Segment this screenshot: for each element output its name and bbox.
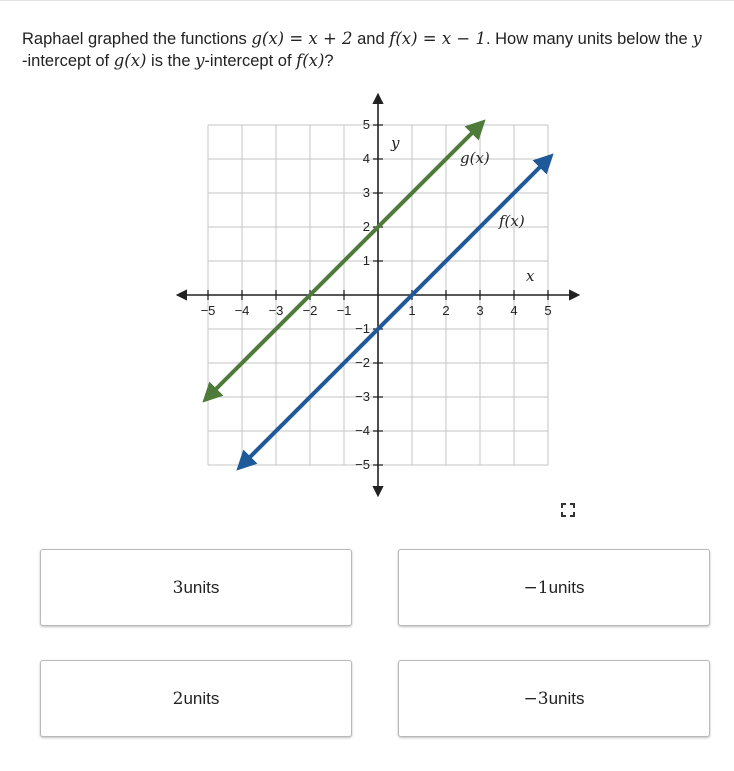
- g-of-x: g(x): [113, 51, 147, 70]
- x-tick-label: −3: [268, 303, 284, 318]
- question-part: ?: [324, 52, 334, 70]
- f-function-line: [242, 159, 548, 465]
- x-tick-label: 1: [408, 303, 416, 318]
- x-axis-label: x: [526, 267, 535, 285]
- x-tick-label: −2: [302, 303, 318, 318]
- choice-unit: units: [548, 577, 585, 597]
- x-tick-label: −4: [234, 303, 250, 318]
- x-tick-label: 2: [442, 303, 450, 318]
- question-part: is the: [146, 52, 196, 70]
- question-part: and: [352, 30, 390, 48]
- y-tick-label: −1: [355, 321, 370, 336]
- question-part: -intercept of: [22, 52, 114, 70]
- choice-value: −3: [523, 688, 549, 709]
- g-line-label: g(x): [460, 149, 490, 167]
- answer-choice-3-units[interactable]: [40, 549, 352, 626]
- choice-value: 3: [172, 577, 184, 598]
- y-variable: y: [692, 29, 702, 48]
- y-tick-label: 5: [362, 117, 370, 132]
- answer-choice-neg3-units[interactable]: [398, 660, 710, 737]
- y-axis-label: y: [391, 134, 400, 152]
- f-line-label: f(x): [499, 212, 525, 230]
- y-tick-label: −4: [355, 423, 370, 438]
- question-part: Raphael graphed the functions: [22, 30, 252, 48]
- x-tick-label: 5: [544, 303, 552, 318]
- choice-unit: units: [548, 688, 585, 708]
- x-tick-label: 3: [476, 303, 484, 318]
- y-tick-label: 4: [362, 151, 370, 166]
- g-definition: g(x) = x + 2: [251, 29, 353, 48]
- question-part: -intercept of: [204, 52, 297, 70]
- f-of-x: f(x): [296, 51, 325, 70]
- y-tick-label: 3: [362, 185, 370, 200]
- choice-value: 2: [172, 688, 184, 709]
- x-tick-label: −1: [336, 303, 352, 318]
- choice-unit: units: [183, 577, 220, 597]
- axes: [178, 95, 578, 495]
- f-definition: f(x) = x − 1: [389, 29, 486, 48]
- answer-choice-2-units[interactable]: [40, 660, 352, 737]
- question-part: . How many units below the: [485, 30, 693, 48]
- y-variable: y: [195, 51, 205, 70]
- choice-value: −1: [523, 577, 549, 598]
- y-tick-label: 2: [362, 219, 370, 234]
- y-tick-label: 1: [362, 253, 370, 268]
- y-tick-label: −5: [355, 457, 370, 472]
- choice-unit: units: [183, 688, 220, 708]
- answer-choice-neg1-units[interactable]: [398, 549, 710, 626]
- y-tick-label: −3: [355, 389, 370, 404]
- x-tick-label: −5: [200, 303, 216, 318]
- expand-icon[interactable]: [561, 503, 575, 517]
- y-tick-label: −2: [355, 355, 370, 370]
- x-tick-label: 4: [510, 303, 518, 318]
